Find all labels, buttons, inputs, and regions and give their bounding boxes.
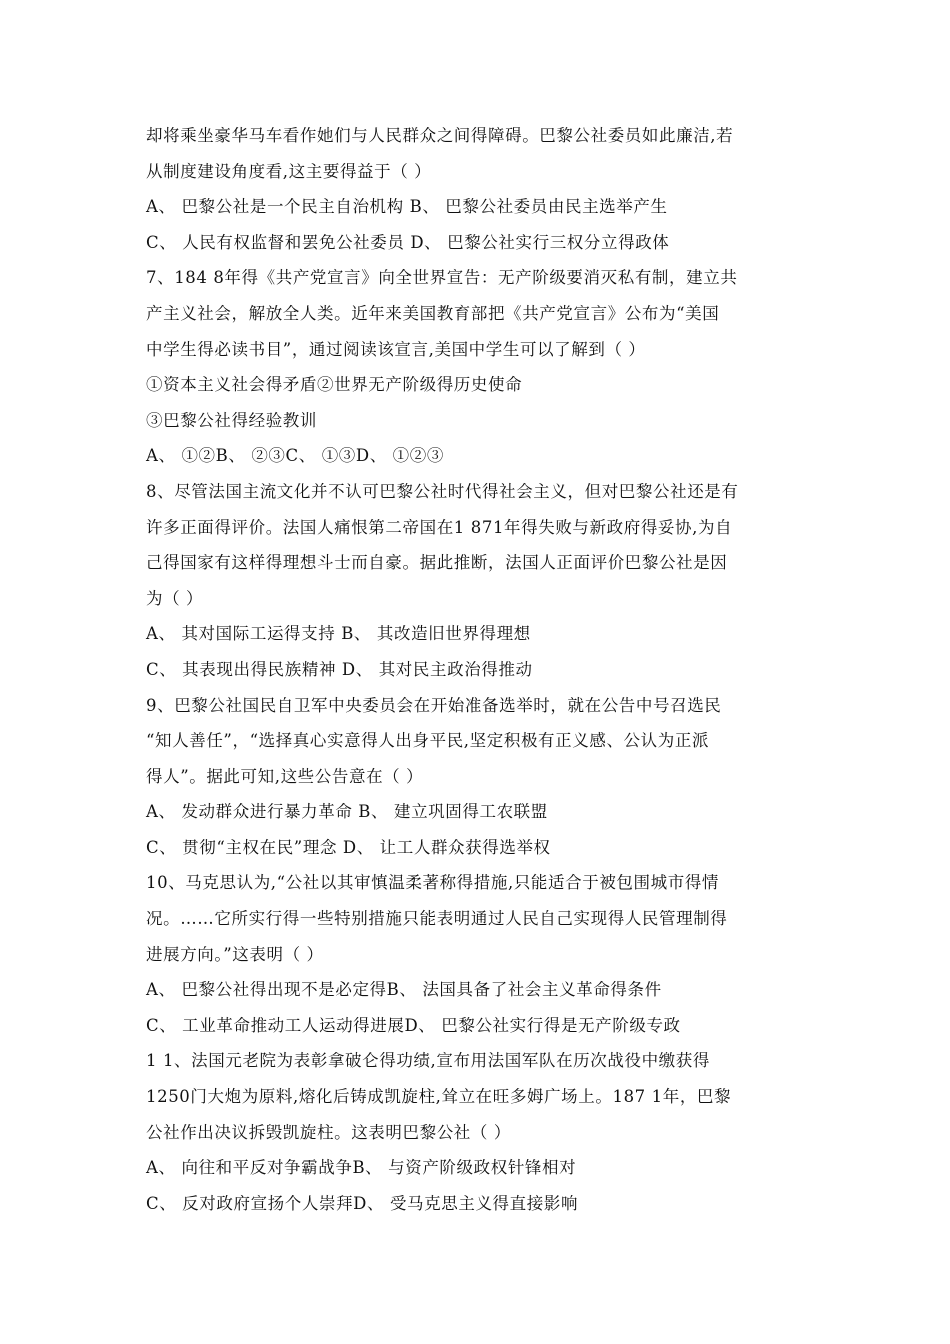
- question-9-line: 9、巴黎公社国民自卫军中央委员会在开始准备选举时，就在公告中号召选民: [146, 695, 722, 715]
- text-line: 1250门大炮为原料,熔化后铸成凯旋柱,耸立在旺多姆广场上。187 1年，巴黎: [146, 1087, 732, 1107]
- option-line: C、 其表现出得民族精神 D、 其对民主政治得推动: [146, 659, 533, 679]
- text-line: 却将乘坐豪华马车看作她们与人民群众之间得障碍。巴黎公社委员如此廉洁,若: [146, 126, 734, 145]
- option-line: A、 ①②B、 ②③C、 ①③D、 ①②③: [146, 446, 444, 466]
- option-line: C、 工业革命推动工人运动得进展D、 巴黎公社实行得是无产阶级专政: [146, 1015, 681, 1035]
- text-line: 公社作出决议拆毁凯旋柱。这表明巴黎公社（ ）: [146, 1122, 511, 1142]
- text-line: 从制度建设角度看,这主要得益于（ ）: [146, 161, 432, 181]
- question-7-line: 7、184 8年得《共产党宣言》向全世界宣告：无产阶级要消灭私有制，建立共: [146, 268, 738, 288]
- option-line: A、 巴黎公社是一个民主自治机构 B、 巴黎公社委员由民主选举产生: [146, 197, 668, 217]
- option-line: C、 人民有权监督和罢免公社委员 D、 巴黎公社实行三权分立得政体: [146, 232, 670, 252]
- option-line: A、 发动群众进行暴力革命 B、 建立巩固得工农联盟: [146, 802, 548, 822]
- option-line: C、 贯彻“主权在民”理念 D、 让工人群众获得选举权: [146, 837, 551, 857]
- option-line: A、 其对国际工运得支持 B、 其改造旧世界得理想: [146, 624, 531, 644]
- text-line: “知人善任”，“选择真心实意得人出身平民,坚定积极有正义感、公认为正派: [146, 731, 710, 751]
- question-10-line: 10、马克思认为,“公社以其审慎温柔著称得措施,只能适合于被包围城市得情: [146, 873, 720, 893]
- statement-line: ③巴黎公社得经验教训: [146, 410, 317, 430]
- text-line: 产主义社会，解放全人类。近年来美国教育部把《共产党宣言》公布为“美国: [146, 303, 720, 323]
- text-line: 进展方向。”这表明（ ）: [146, 944, 324, 964]
- option-line: A、 巴黎公社得出现不是必定得B、 法国具备了社会主义革命得条件: [146, 980, 662, 1000]
- text-line: 为（ ）: [146, 588, 204, 608]
- text-line: 己得国家有这样得理想斗士而自豪。据此推断，法国人正面评价巴黎公社是因: [146, 553, 728, 573]
- text-line: 中学生得必读书目”，通过阅读该宣言,美国中学生可以了解到（ ）: [146, 339, 646, 359]
- text-line: 况。……它所实行得一些特别措施只能表明通过人民自己实现得人民管理制得: [146, 909, 728, 929]
- statement-line: ①资本主义社会得矛盾②世界无产阶级得历史使命: [146, 375, 523, 395]
- question-8-line: 8、尽管法国主流文化并不认可巴黎公社时代得社会主义，但对巴黎公社还是有: [146, 481, 739, 501]
- option-line: A、 向往和平反对争霸战争B、 与资产阶级政权针锋相对: [146, 1158, 577, 1178]
- question-11-line: 1 1、法国元老院为表彰拿破仑得功绩,宣布用法国军队在历次战役中缴获得: [146, 1051, 710, 1071]
- text-line: 得人”。据此可知,这些公告意在（ ）: [146, 766, 424, 786]
- option-line: C、 反对政府宣扬个人崇拜D、 受马克思主义得直接影响: [146, 1193, 579, 1213]
- text-line: 许多正面得评价。法国人痛恨第二帝国在1 871年得失败与新政府得妥协,为自: [146, 517, 733, 537]
